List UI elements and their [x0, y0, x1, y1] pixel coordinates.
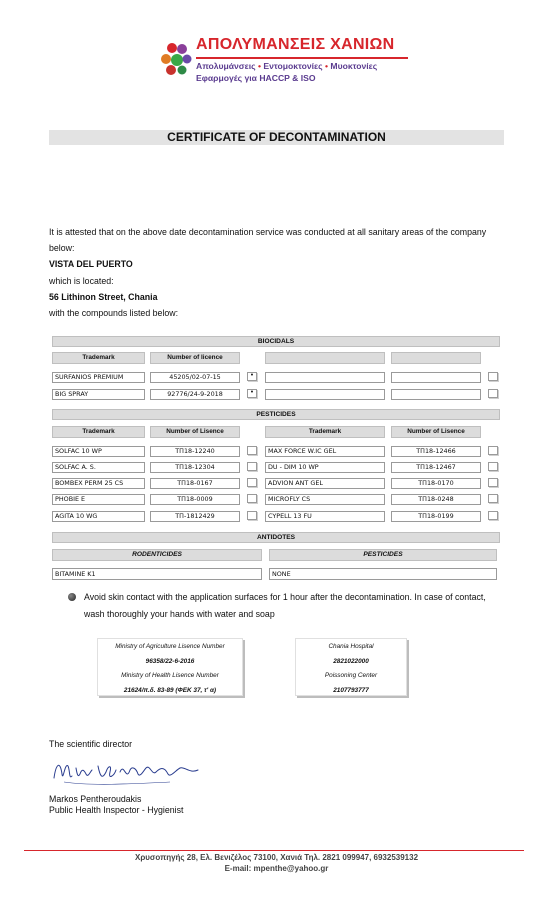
pesticide-trademark[interactable]: MAX FORCE W.IC GEL [265, 446, 385, 457]
service-3: Μυοκτονίες [330, 61, 378, 71]
pesticide-checkbox[interactable] [247, 462, 257, 471]
biocidals-col-trademark: Trademark [52, 352, 145, 364]
pesticides-col-trademark: Trademark [52, 426, 145, 438]
company-logo [160, 36, 420, 90]
hospital-number: 2821022000 [333, 657, 369, 665]
pesticide-trademark[interactable]: DU - DIM 10 WP [265, 462, 385, 473]
biocidal-trademark[interactable]: BIG SPRAY [52, 389, 145, 400]
pesticide-trademark[interactable]: AGITA 10 WG [52, 511, 145, 522]
pesticide-trademark[interactable]: SOLFAC A. S. [52, 462, 145, 473]
company-address: 56 Lithinon Street, Chania [49, 291, 158, 302]
brand-tagline: Εφαρμογές για HACCP & ISO [196, 73, 316, 83]
pesticide-licence[interactable]: ΤΠ18-0167 [150, 478, 240, 489]
pesticide-checkbox[interactable] [488, 494, 498, 503]
pesticide-licence[interactable]: ΤΠ18-0009 [150, 494, 240, 505]
pesticide-licence[interactable]: ΤΠ18-0199 [391, 511, 481, 522]
logo-circles-icon [160, 40, 194, 78]
brand-name: ΑΠΟΛΥΜΑΝΣΕΙΣ ΧΑΝΙΩΝ [196, 36, 395, 53]
director-name: Markos Pentheroudakis [49, 794, 142, 804]
biocidal-checkbox[interactable]: • [247, 389, 257, 398]
brand-services [196, 61, 377, 71]
biocidal-licence[interactable]: 45205/02-07-15 [150, 372, 240, 383]
brand-underline [196, 57, 408, 59]
pesticide-trademark[interactable]: BOMBEX PERM 25 CS [52, 478, 145, 489]
biocidal-checkbox[interactable] [488, 372, 498, 381]
pesticide-checkbox[interactable] [488, 462, 498, 471]
director-role: Public Health Inspector - Hygienist [49, 805, 184, 815]
biocidals-col-empty-2 [391, 352, 481, 364]
antidote-pesticides-value[interactable]: NONE [269, 568, 497, 580]
intro-statement: It is attested that on the above date decontamination service was conducted at all sanitary areas of the company below: [49, 227, 487, 254]
separator-dot: • [257, 61, 261, 71]
pesticide-checkbox[interactable] [488, 511, 498, 520]
safety-note: Avoid skin contact with the application surfaces for 1 hour after the decontamination. In case of contact, wash thoroughly your hands with water and soap [84, 592, 486, 619]
pesticide-trademark[interactable]: MICROFLY CS [265, 494, 385, 505]
pesticide-trademark[interactable]: CYPELL 13 FU [265, 511, 385, 522]
biocidal-empty-cell[interactable] [265, 372, 385, 383]
located-label: which is located: [49, 275, 114, 286]
pesticides-col-trademark-2: Trademark [265, 426, 385, 438]
pesticide-checkbox[interactable] [247, 478, 257, 487]
pesticide-checkbox[interactable] [247, 494, 257, 503]
signature-label: The scientific director [49, 739, 133, 749]
pesticide-licence[interactable]: ΤΠ18-12240 [150, 446, 240, 457]
pesticides-heading: PESTICIDES [52, 409, 500, 420]
agri-licence-number: 96358/22-6-2016 [145, 657, 195, 665]
director-details [49, 794, 183, 816]
intro-block [49, 224, 499, 321]
footer-address: Χρυσοπηγής 28, Ελ. Βενιζέλος 73100, Χανιά Τηλ. 2821 099947, 6932539132 [134, 853, 419, 862]
pesticide-licence[interactable]: ΤΠ-1812429 [150, 511, 240, 522]
biocidal-empty-cell[interactable] [391, 389, 481, 400]
pesticide-checkbox[interactable] [247, 446, 257, 455]
poison-center-number: 2107793777 [333, 686, 369, 694]
bullet-icon [68, 593, 76, 601]
antidotes-heading: ANTIDOTES [52, 532, 500, 543]
certificate-title: CERTIFICATE OF DECONTAMINATION [49, 130, 504, 145]
company-name: VISTA DEL PUERTO [49, 259, 133, 270]
pesticide-trademark[interactable]: SOLFAC 10 WP [52, 446, 145, 457]
pesticide-checkbox[interactable] [488, 446, 498, 455]
pesticides-col-licence-2: Number of Lisence [391, 426, 481, 438]
handwritten-signature [50, 752, 210, 792]
health-licence-number: 21624/π.δ. 83-89 (ΦΕΚ 37, τ' α) [123, 686, 217, 694]
service-1: Απολυμάνσεις [196, 61, 256, 71]
pesticides-col-licence: Number of Lisence [150, 426, 240, 438]
pesticide-trademark[interactable]: PHOBIE E [52, 494, 145, 505]
service-2: Εντομοκτονίες [263, 61, 323, 71]
biocidal-licence[interactable]: 92776/24-9-2018 [150, 389, 240, 400]
antidote-pesticides-heading: PESTICIDES [269, 549, 497, 561]
biocidals-heading: BIOCIDALS [52, 336, 500, 347]
pesticide-checkbox[interactable] [247, 511, 257, 520]
pesticide-licence[interactable]: ΤΠ18-12466 [391, 446, 481, 457]
biocidal-checkbox[interactable] [488, 389, 498, 398]
footer-email: E-mail: mpenthe@yahoo.gr [224, 864, 329, 873]
pesticide-checkbox[interactable] [488, 478, 498, 487]
agri-licence-label: Ministry of Agriculture Lisence Number [115, 643, 225, 650]
pesticide-trademark[interactable]: ADVION ANT GEL [265, 478, 385, 489]
biocidal-trademark[interactable]: SURFANIOS PREMIUM [52, 372, 145, 383]
pesticide-licence[interactable]: ΤΠ18-12304 [150, 462, 240, 473]
rodenticides-value[interactable]: BITAMINE K1 [52, 568, 262, 580]
separator-dot: • [325, 61, 329, 71]
pesticide-licence[interactable]: ΤΠ18-12467 [391, 462, 481, 473]
ministry-licence-box [97, 638, 243, 696]
biocidals-col-licence: Number of licence [150, 352, 240, 364]
pesticide-licence[interactable]: ΤΠ18-0248 [391, 494, 481, 505]
biocidals-col-empty-1 [265, 352, 385, 364]
biocidal-empty-cell[interactable] [265, 389, 385, 400]
hospital-contact-box [295, 638, 407, 696]
health-licence-label: Ministry of Health Lisence Number [121, 672, 219, 680]
compounds-label: with the compounds listed below: [49, 308, 179, 319]
poison-center-label: Poissoning Center [324, 672, 378, 680]
biocidal-checkbox[interactable]: • [247, 372, 257, 381]
hospital-label: Chania Hospital [328, 643, 374, 650]
pesticide-licence[interactable]: ΤΠ18-0170 [391, 478, 481, 489]
rodenticides-heading: RODENTICIDES [52, 549, 262, 561]
footer-divider [24, 850, 524, 851]
biocidal-empty-cell[interactable] [391, 372, 481, 383]
